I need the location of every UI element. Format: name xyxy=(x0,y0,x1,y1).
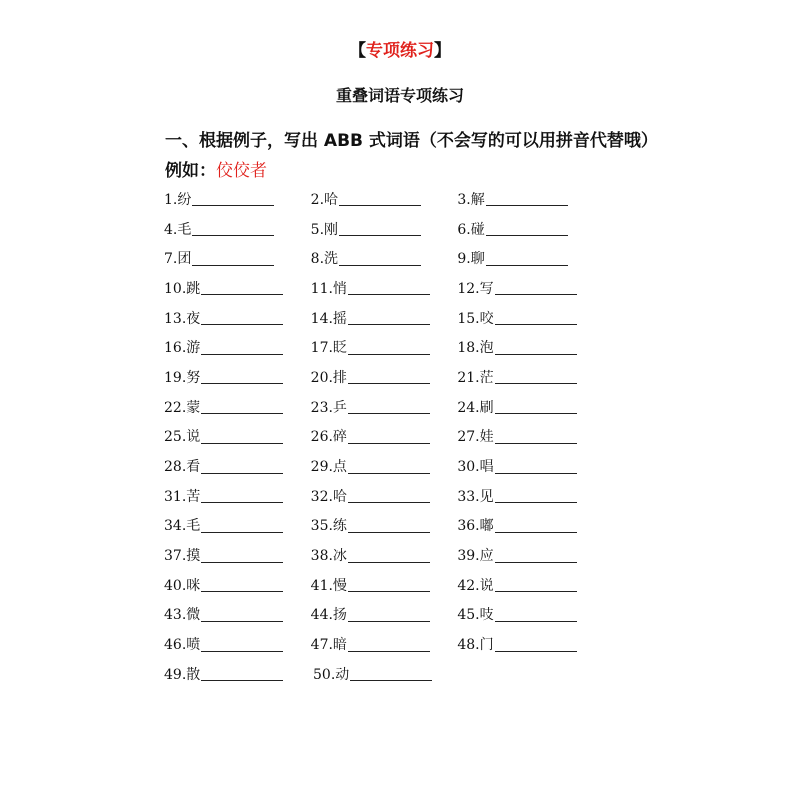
exercise-item xyxy=(164,515,311,535)
exercise-item-label: 24.刷 xyxy=(457,399,494,416)
answer-blank[interactable] xyxy=(201,666,283,681)
exercise-item xyxy=(457,515,604,535)
answer-blank[interactable] xyxy=(201,607,283,622)
exercise-item xyxy=(164,545,311,565)
exercise-item xyxy=(457,367,604,387)
exercise-row xyxy=(164,243,604,273)
exercise-row xyxy=(164,659,604,689)
answer-blank[interactable] xyxy=(201,459,283,474)
exercise-item-label: 36.嘟 xyxy=(457,518,494,535)
exercise-item xyxy=(457,397,604,417)
exercise-item xyxy=(164,604,311,624)
answer-blank[interactable] xyxy=(348,518,430,533)
exercise-item-label: 5.刚 xyxy=(310,221,339,238)
exercise-item-label: 40.咪 xyxy=(164,577,201,594)
exercise-item-label: 8.洗 xyxy=(310,251,339,268)
answer-blank[interactable] xyxy=(348,429,430,444)
exercise-item xyxy=(164,337,311,357)
exercise-row xyxy=(164,629,604,659)
answer-blank[interactable] xyxy=(495,429,577,444)
answer-blank[interactable] xyxy=(201,637,283,652)
answer-blank[interactable] xyxy=(348,340,430,355)
exercise-item-label: 46.喷 xyxy=(164,637,201,654)
answer-blank[interactable] xyxy=(348,548,430,563)
example-label: 例如： xyxy=(165,161,216,181)
answer-blank[interactable] xyxy=(486,221,568,236)
answer-blank[interactable] xyxy=(495,577,577,592)
section-tag xyxy=(0,36,800,61)
exercise-item xyxy=(457,219,604,239)
exercise-item-label: 14.摇 xyxy=(310,310,347,327)
exercise-item xyxy=(457,486,604,506)
exercise-item-label: 38.冰 xyxy=(310,548,347,565)
exercise-item xyxy=(313,664,462,684)
answer-blank[interactable] xyxy=(201,369,283,384)
answer-blank[interactable] xyxy=(348,459,430,474)
exercise-item-label: 43.微 xyxy=(164,607,201,624)
exercise-item xyxy=(311,337,458,357)
exercise-row xyxy=(164,540,604,570)
exercise-item xyxy=(164,664,313,684)
answer-blank[interactable] xyxy=(495,548,577,563)
answer-blank[interactable] xyxy=(339,251,421,266)
exercise-item xyxy=(164,426,311,446)
exercise-item xyxy=(311,486,458,506)
exercise-item xyxy=(164,248,311,268)
bracket-close: 】 xyxy=(434,41,451,61)
exercise-row xyxy=(164,214,604,244)
answer-blank[interactable] xyxy=(486,191,568,206)
exercise-item xyxy=(164,397,311,417)
exercise-item-label: 45.吱 xyxy=(457,607,494,624)
exercise-item xyxy=(457,278,604,298)
exercise-item xyxy=(457,604,604,624)
exercise-item xyxy=(164,189,311,209)
exercise-item-label: 42.说 xyxy=(457,577,494,594)
exercise-item-label: 15.咬 xyxy=(457,310,494,327)
answer-blank[interactable] xyxy=(348,577,430,592)
exercise-item-label: 37.摸 xyxy=(164,548,201,565)
exercise-item xyxy=(311,397,458,417)
exercise-item-label: 16.游 xyxy=(164,340,201,357)
answer-blank[interactable] xyxy=(348,310,430,325)
exercise-item-label: 21.茫 xyxy=(457,369,494,386)
exercise-row xyxy=(164,451,604,481)
exercise-row xyxy=(164,184,604,214)
exercise-row xyxy=(164,570,604,600)
exercise-item xyxy=(164,486,311,506)
section-tag-text: 专项练习 xyxy=(366,41,434,61)
exercise-item xyxy=(457,337,604,357)
answer-blank[interactable] xyxy=(348,369,430,384)
exercise-item-label: 1.纷 xyxy=(164,191,192,208)
exercise-row xyxy=(164,422,604,452)
answer-blank[interactable] xyxy=(495,518,577,533)
answer-blank[interactable] xyxy=(348,607,430,622)
exercise-item xyxy=(311,219,458,239)
exercise-item xyxy=(164,367,311,387)
answer-blank[interactable] xyxy=(339,221,421,236)
exercise-item xyxy=(311,189,458,209)
exercise-item xyxy=(164,575,311,595)
answer-blank[interactable] xyxy=(495,340,577,355)
exercise-item xyxy=(311,367,458,387)
exercise-item-label: 35.练 xyxy=(310,518,347,535)
exercise-item-label: 30.唱 xyxy=(457,459,494,476)
exercise-item xyxy=(311,426,458,446)
exercise-item-label: 3.解 xyxy=(457,191,485,208)
exercise-item-label: 6.碰 xyxy=(457,221,485,238)
exercise-item-label: 33.见 xyxy=(457,488,494,505)
answer-blank[interactable] xyxy=(201,340,283,355)
answer-blank[interactable] xyxy=(495,280,577,295)
answer-blank[interactable] xyxy=(201,429,283,444)
exercise-item-label: 49.散 xyxy=(164,666,201,683)
answer-blank[interactable] xyxy=(201,399,283,414)
exercise-item-label: 7.团 xyxy=(164,251,192,268)
exercise-item-label: 13.夜 xyxy=(164,310,201,327)
exercise-item-label: 9.聊 xyxy=(457,251,485,268)
exercise-item-label: 28.看 xyxy=(164,459,201,476)
answer-blank[interactable] xyxy=(495,488,577,503)
example-line xyxy=(165,156,267,181)
exercise-item xyxy=(457,189,604,209)
answer-blank[interactable] xyxy=(339,191,421,206)
exercise-item-label: 22.蒙 xyxy=(164,399,201,416)
exercise-item xyxy=(311,456,458,476)
answer-blank[interactable] xyxy=(201,280,283,295)
answer-blank[interactable] xyxy=(201,577,283,592)
exercise-item xyxy=(311,604,458,624)
answer-blank[interactable] xyxy=(192,221,274,236)
exercise-item-label: 26.碎 xyxy=(310,429,347,446)
exercise-row xyxy=(164,362,604,392)
exercise-item xyxy=(164,456,311,476)
exercise-row xyxy=(164,273,604,303)
exercise-item-label: 48.门 xyxy=(457,637,494,654)
exercise-item-label: 12.写 xyxy=(457,280,494,297)
bracket-open: 【 xyxy=(349,41,366,61)
answer-blank[interactable] xyxy=(201,488,283,503)
exercise-item-label: 25.说 xyxy=(164,429,201,446)
exercise-row xyxy=(164,481,604,511)
answer-blank[interactable] xyxy=(495,399,577,414)
exercise-item-label: 20.排 xyxy=(310,369,347,386)
exercise-row xyxy=(164,303,604,333)
exercise-item-label: 18.泡 xyxy=(457,340,494,357)
exercise-row xyxy=(164,600,604,630)
exercise-item xyxy=(457,426,604,446)
answer-blank[interactable] xyxy=(486,251,568,266)
exercise-item-label: 39.应 xyxy=(457,548,494,565)
exercise-item-label: 2.哈 xyxy=(310,191,339,208)
answer-blank[interactable] xyxy=(495,637,577,652)
exercise-item-label: 44.扬 xyxy=(310,607,347,624)
answer-blank[interactable] xyxy=(495,607,577,622)
exercise-item-label: 47.暗 xyxy=(310,637,347,654)
exercise-item xyxy=(311,575,458,595)
exercise-item xyxy=(311,634,458,654)
example-word: 佼佼者 xyxy=(216,161,267,181)
exercise-item xyxy=(457,308,604,328)
exercise-item-label: 23.乒 xyxy=(310,399,347,416)
exercise-item xyxy=(164,278,311,298)
answer-blank[interactable] xyxy=(201,310,283,325)
exercise-item xyxy=(311,545,458,565)
exercise-item-label: 27.娃 xyxy=(457,429,494,446)
exercise-item-label: 50.动 xyxy=(313,666,350,683)
exercise-item-label: 11.悄 xyxy=(310,280,347,297)
answer-blank[interactable] xyxy=(192,191,274,206)
exercise-item xyxy=(311,308,458,328)
answer-blank[interactable] xyxy=(201,548,283,563)
exercise-item-label: 17.眨 xyxy=(310,340,347,357)
exercise-row xyxy=(164,332,604,362)
exercise-item-label: 29.点 xyxy=(310,459,347,476)
exercise-item xyxy=(457,634,604,654)
exercise-item xyxy=(164,219,311,239)
answer-blank[interactable] xyxy=(201,518,283,533)
exercise-item-label: 31.苦 xyxy=(164,488,201,505)
answer-blank[interactable] xyxy=(348,488,430,503)
answer-blank[interactable] xyxy=(348,399,430,414)
exercise-item xyxy=(164,308,311,328)
exercise-item-label: 10.跳 xyxy=(164,280,201,297)
exercise-item xyxy=(311,248,458,268)
exercise-grid xyxy=(164,184,604,689)
exercise-item xyxy=(311,278,458,298)
answer-blank[interactable] xyxy=(495,369,577,384)
exercise-item-label: 19.努 xyxy=(164,369,201,386)
exercise-item-label: 34.毛 xyxy=(164,518,201,535)
answer-blank[interactable] xyxy=(348,637,430,652)
exercise-row xyxy=(164,511,604,541)
answer-blank[interactable] xyxy=(495,459,577,474)
exercise-item xyxy=(311,515,458,535)
exercise-item-label: 4.毛 xyxy=(164,221,192,238)
answer-blank[interactable] xyxy=(348,280,430,295)
answer-blank[interactable] xyxy=(495,310,577,325)
exercise-item-label: 41.慢 xyxy=(310,577,347,594)
page-title: 重叠词语专项练习 xyxy=(335,86,464,105)
exercise-item xyxy=(164,634,311,654)
exercise-item xyxy=(457,456,604,476)
instruction-text: 一、根据例子，写出 ABB 式词语（不会写的可以用拼音代替哦） xyxy=(165,131,658,151)
exercise-item-label: 32.哈 xyxy=(310,488,347,505)
exercise-item xyxy=(457,545,604,565)
exercise-item xyxy=(457,248,604,268)
exercise-item xyxy=(457,575,604,595)
answer-blank[interactable] xyxy=(350,666,432,681)
exercise-row xyxy=(164,392,604,422)
answer-blank[interactable] xyxy=(192,251,274,266)
